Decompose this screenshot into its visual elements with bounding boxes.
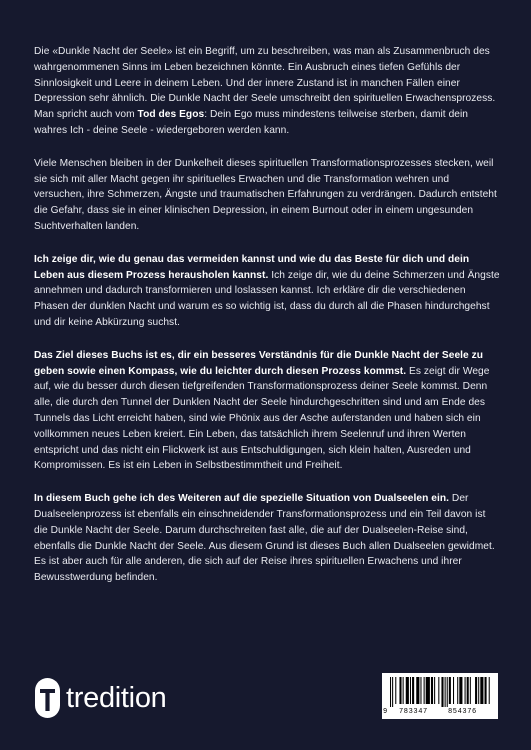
publisher-name: tredition xyxy=(66,682,167,714)
body-text: Ich zeige dir, wie du deine Schmerzen und Ängste annehmen und dadurch transformieren und loslassen kannst. Ich erkläre dir die verschiedenen Phasen der dunklen Nacht und warum es so wichtig ist, dass du durch all die Phasen hindurchgehst und dir keine Abkürzung suchst. xyxy=(34,269,500,328)
paragraph xyxy=(34,156,500,235)
barcode-bars xyxy=(388,677,492,707)
emphasized-text: Ich zeige dir, wie du genau das vermeiden kannst und wie du das Beste für dich und dein Leben aus diesem Prozess herausholen kannst. xyxy=(34,253,470,281)
barcode-digits xyxy=(382,708,498,718)
barcode-first-digit: 9 xyxy=(383,708,388,716)
tredition-t-icon xyxy=(35,678,60,718)
barcode-left-group: 783347 xyxy=(399,708,428,716)
emphasized-text: In diesem Buch gehe ich des Weiteren auf die spezielle Situation von Dualseelen ein. xyxy=(34,493,450,505)
paragraph xyxy=(34,491,500,586)
paragraph xyxy=(34,252,500,331)
back-cover-text xyxy=(34,44,500,603)
body-text: Viele Menschen bleiben in der Dunkelheit dieses spirituellen Transformationsprozesses stecken, weil sie sich mit aller Macht gegen ihr spirituelles Erwachen und die Transformation wehren und versuchen, ihre Schmerzen, Ängste und traumatischen Erfahrungen zu verdrängen. Dadurch entsteht die Gefahr, dass sie in einer klinischen Depression, in einem Burnout oder in einem ungesunden Suchtverhalten landen. xyxy=(34,157,497,232)
body-text: Der Dualseelenprozess ist ebenfalls ein einschneidender Transformationsprozess und ein Teil davon ist die Dunkle Nacht der Seele. Darum durchschreiten fast alle, die auf der Dualseelen-Reise sind, ebenfalls die Dunkle Nacht der Seele. Aus diesem Grund ist dieses Buch allen Dualseelen gewidmet. Es ist aber auch für alle anderen, die sich auf der Reise ihres spirituellen Erwachens und ihrer Bewusstwerdung befinden. xyxy=(34,493,495,584)
emphasized-text: Tod des Egos xyxy=(137,109,205,121)
isbn-barcode xyxy=(382,673,498,719)
barcode-right-group: 854376 xyxy=(448,708,477,716)
body-text: Die «Dunkle Nacht der Seele» ist ein Begriff, um zu beschreiben, was man als Zusammenbruch des wahrgenommenen Sinns im Leben bezeichnen könnte. Ein Ausbruch eines tiefen Gefühls der Sinnlosigkeit und Leere in deinem Leben. Und der innere Zustand ist in manchen Fällen einer Depression sehr ähnlich. Die Dunkle Nacht der Seele umschreibt den spirituellen Erwachensprozess. Man spricht auch vom xyxy=(34,46,496,121)
paragraph xyxy=(34,44,500,139)
body-text: Es zeigt dir Wege auf, wie du besser durch diesen tiefgreifenden Transformationsprozess deiner Seele kommst. Denn alle, die durch den Tunnel der Dunklen Nacht der Seele hindurchgeschritten sind und am Ende des Tunnels das Licht erreicht haben, sind wie Phönix aus der Asche auferstanden und haben sich ein vollkommen neues Leben kreiert. Ein Leben, das tatsächlich ihrem Seelenruf und ihren Werten entspricht und das nicht ein Flickwerk ist aus Entschuldigungen, sich klein halten, Ausreden und Kompromissen. Es ist ein Leben in Selbstbestimmtheit und Freiheit. xyxy=(34,365,490,472)
publisher-logo xyxy=(35,678,166,718)
emphasized-text: Das Ziel dieses Buchs ist es, dir ein besseres Verständnis für die Dunkle Nacht der Seele zu geben sowie einen Kompass, wie du leichter durch diesen Prozess kommst. xyxy=(34,349,484,377)
paragraph xyxy=(34,348,500,474)
body-text: : Dein Ego muss mindestens teilweise sterben, damit dein wahres Ich - deine Seele - wiedergeboren werden kann. xyxy=(34,109,469,136)
